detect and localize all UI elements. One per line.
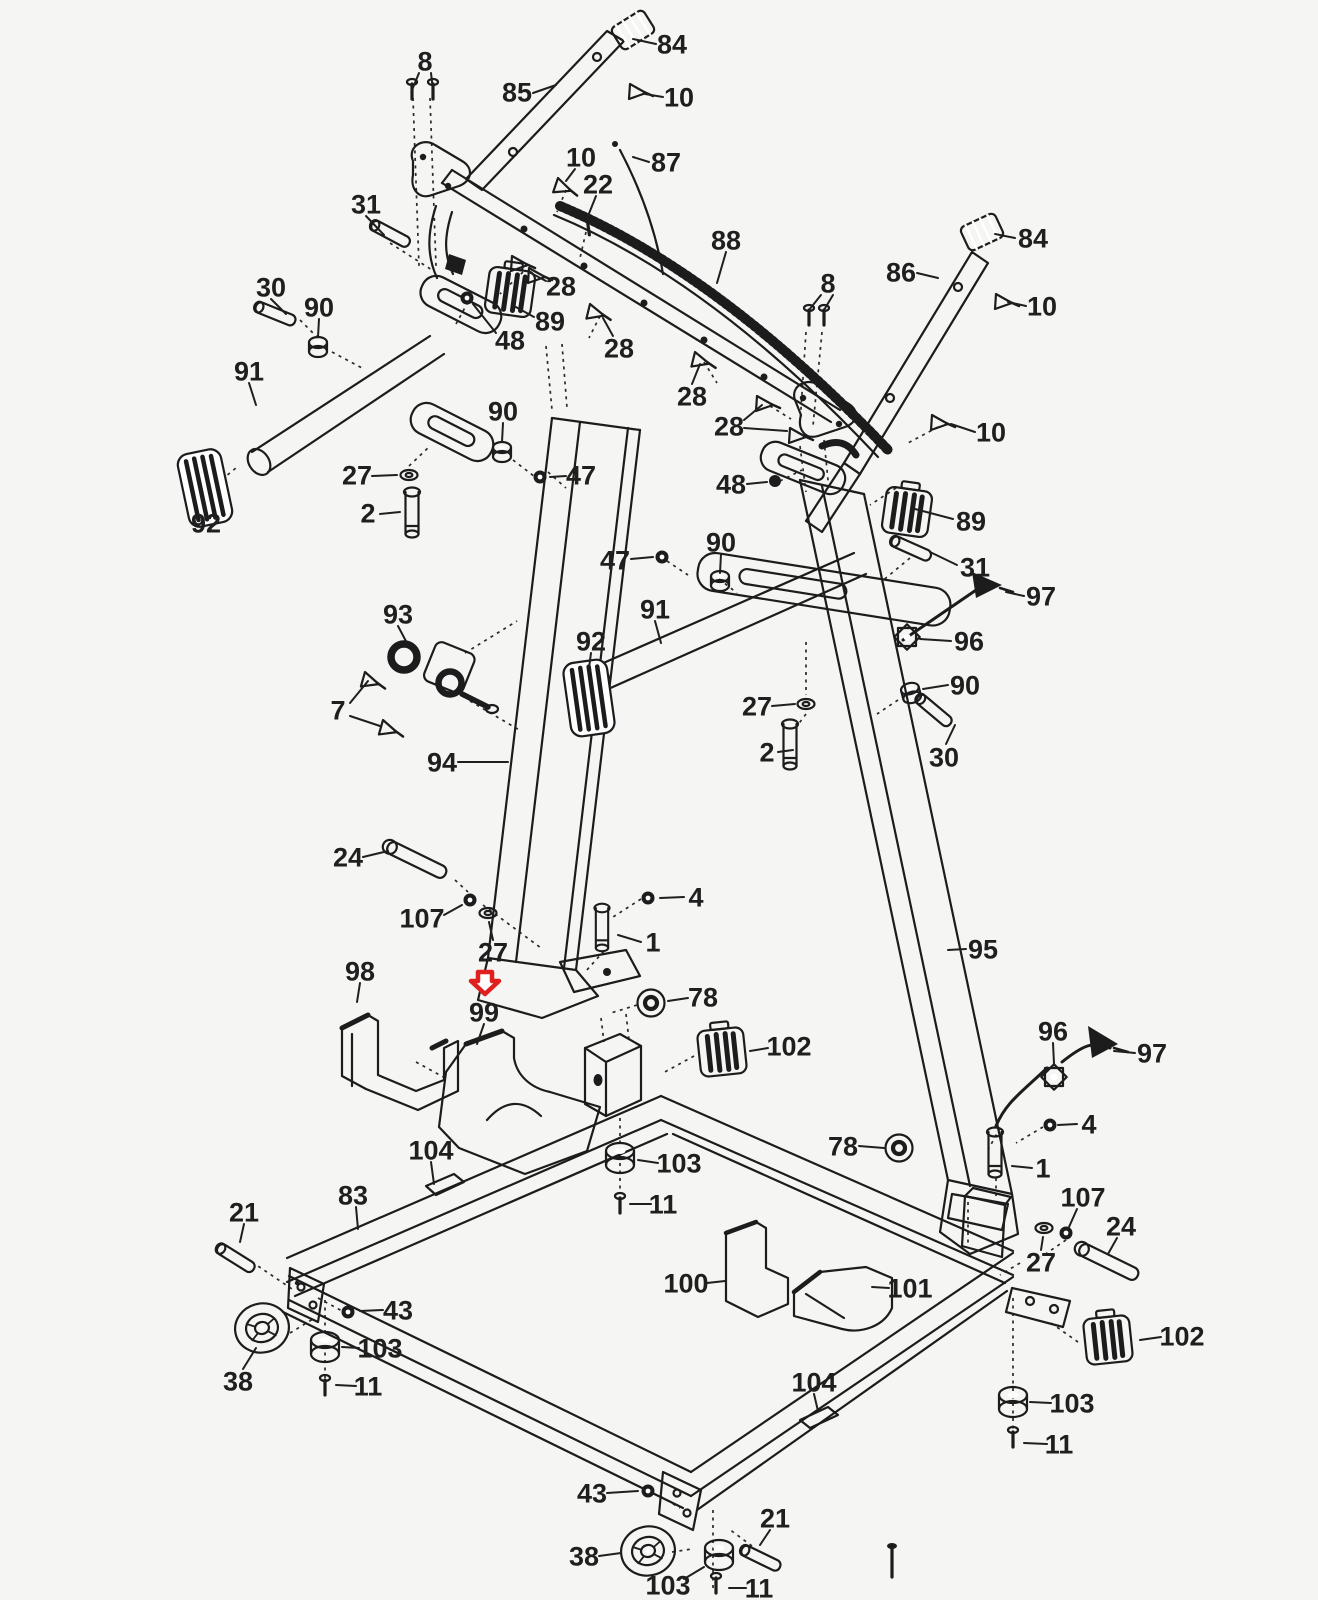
part-label-21a: 21 <box>228 1197 260 1228</box>
part-label-104a: 104 <box>408 1135 454 1166</box>
part-label-84b: 84 <box>1017 223 1049 254</box>
leader-line-4a <box>660 897 684 898</box>
part-label-103d: 103 <box>645 1570 691 1600</box>
part-label-24a: 24 <box>332 842 364 873</box>
part-label-98: 98 <box>344 956 376 987</box>
part-label-85: 85 <box>501 77 533 108</box>
part-label-2b: 2 <box>759 737 775 768</box>
part-label-94: 94 <box>426 747 458 778</box>
part-label-90b: 90 <box>487 396 519 427</box>
leader-line-95 <box>948 949 966 950</box>
part-label-11c: 11 <box>353 1371 383 1402</box>
part-label-90a: 90 <box>303 292 335 323</box>
part-label-4b: 4 <box>1081 1109 1097 1140</box>
part-label-100: 100 <box>663 1268 709 1299</box>
part-label-22: 22 <box>582 169 614 200</box>
part-label-11d: 11 <box>744 1573 774 1600</box>
leader-line-11b <box>1024 1443 1047 1444</box>
part-label-31b: 31 <box>959 552 991 583</box>
part-label-90c: 90 <box>705 527 737 558</box>
part-label-96a: 96 <box>953 626 985 657</box>
part-label-38b: 38 <box>568 1541 600 1572</box>
part-label-31a: 31 <box>350 189 382 220</box>
part-label-4a: 4 <box>688 882 704 913</box>
part-label-27c: 27 <box>477 937 509 968</box>
part-label-91b: 91 <box>639 594 671 625</box>
part-label-97a: 97 <box>1025 581 1057 612</box>
leader-line-27a <box>372 475 397 476</box>
part-label-8b: 8 <box>820 268 836 299</box>
part-label-8a: 8 <box>417 46 433 77</box>
part-label-89a: 89 <box>534 306 566 337</box>
part-label-83: 83 <box>337 1180 369 1211</box>
part-label-103a: 103 <box>656 1148 702 1179</box>
leader-line-101 <box>872 1287 889 1288</box>
part-label-27a: 27 <box>341 460 373 491</box>
part-label-7: 7 <box>330 695 346 726</box>
part-label-92a: 92 <box>190 508 222 539</box>
part-label-10a: 10 <box>663 82 695 113</box>
leader-line-47a <box>550 476 566 477</box>
part-label-87: 87 <box>650 147 682 178</box>
part-label-48a: 48 <box>494 325 526 356</box>
part-label-91a: 91 <box>233 356 265 387</box>
part-label-102a: 102 <box>766 1031 812 1062</box>
part-label-43a: 43 <box>382 1295 414 1326</box>
part-label-96b: 96 <box>1037 1016 1069 1047</box>
part-label-27b: 27 <box>741 691 773 722</box>
part-label-89b: 89 <box>955 506 987 537</box>
part-label-90d: 90 <box>949 670 981 701</box>
part-label-99: 99 <box>468 997 500 1028</box>
part-label-28c: 28 <box>676 381 708 412</box>
part-label-78b: 78 <box>827 1131 859 1162</box>
part-label-38a: 38 <box>222 1366 254 1397</box>
part-label-27d: 27 <box>1025 1247 1057 1278</box>
part-label-103b: 103 <box>1049 1388 1095 1419</box>
leader-line-103b <box>1030 1402 1051 1403</box>
part-label-11b: 11 <box>1044 1429 1074 1460</box>
part-label-28a: 28 <box>545 271 577 302</box>
part-label-10b: 10 <box>565 142 597 173</box>
part-label-103c: 103 <box>357 1333 403 1364</box>
part-label-78a: 78 <box>687 982 719 1013</box>
part-label-92b: 92 <box>575 626 607 657</box>
part-label-30b: 30 <box>928 742 960 773</box>
leader-line-103c <box>342 1347 359 1348</box>
part-label-30a: 30 <box>255 272 287 303</box>
part-label-95: 95 <box>967 934 999 965</box>
part-label-93: 93 <box>382 599 414 630</box>
part-label-43b: 43 <box>576 1478 608 1509</box>
part-label-28b: 28 <box>603 333 635 364</box>
part-label-24b: 24 <box>1105 1211 1137 1242</box>
leader-line-4b <box>1058 1124 1077 1125</box>
part-label-1b: 1 <box>1035 1153 1051 1184</box>
part-label-107b: 107 <box>1060 1182 1106 1213</box>
part-label-47a: 47 <box>565 460 597 491</box>
part-label-47b: 47 <box>599 545 631 576</box>
part-label-11a: 11 <box>648 1189 678 1220</box>
part-label-28d: 28 <box>713 411 745 442</box>
part-label-2a: 2 <box>360 498 376 529</box>
part-label-1a: 1 <box>645 927 661 958</box>
part-label-10c: 10 <box>1026 291 1058 322</box>
part-label-10d: 10 <box>975 417 1007 448</box>
part-label-104b: 104 <box>791 1367 837 1398</box>
part-label-48b: 48 <box>715 469 747 500</box>
part-label-21b: 21 <box>759 1503 791 1534</box>
part-label-102b: 102 <box>1159 1321 1205 1352</box>
leader-line-43a <box>360 1310 383 1311</box>
part-label-86: 86 <box>885 257 917 288</box>
part-label-84a: 84 <box>656 29 688 60</box>
part-label-101: 101 <box>887 1273 933 1304</box>
part-label-97b: 97 <box>1136 1038 1168 1069</box>
part-label-107a: 107 <box>399 903 445 934</box>
part-label-88: 88 <box>710 225 742 256</box>
